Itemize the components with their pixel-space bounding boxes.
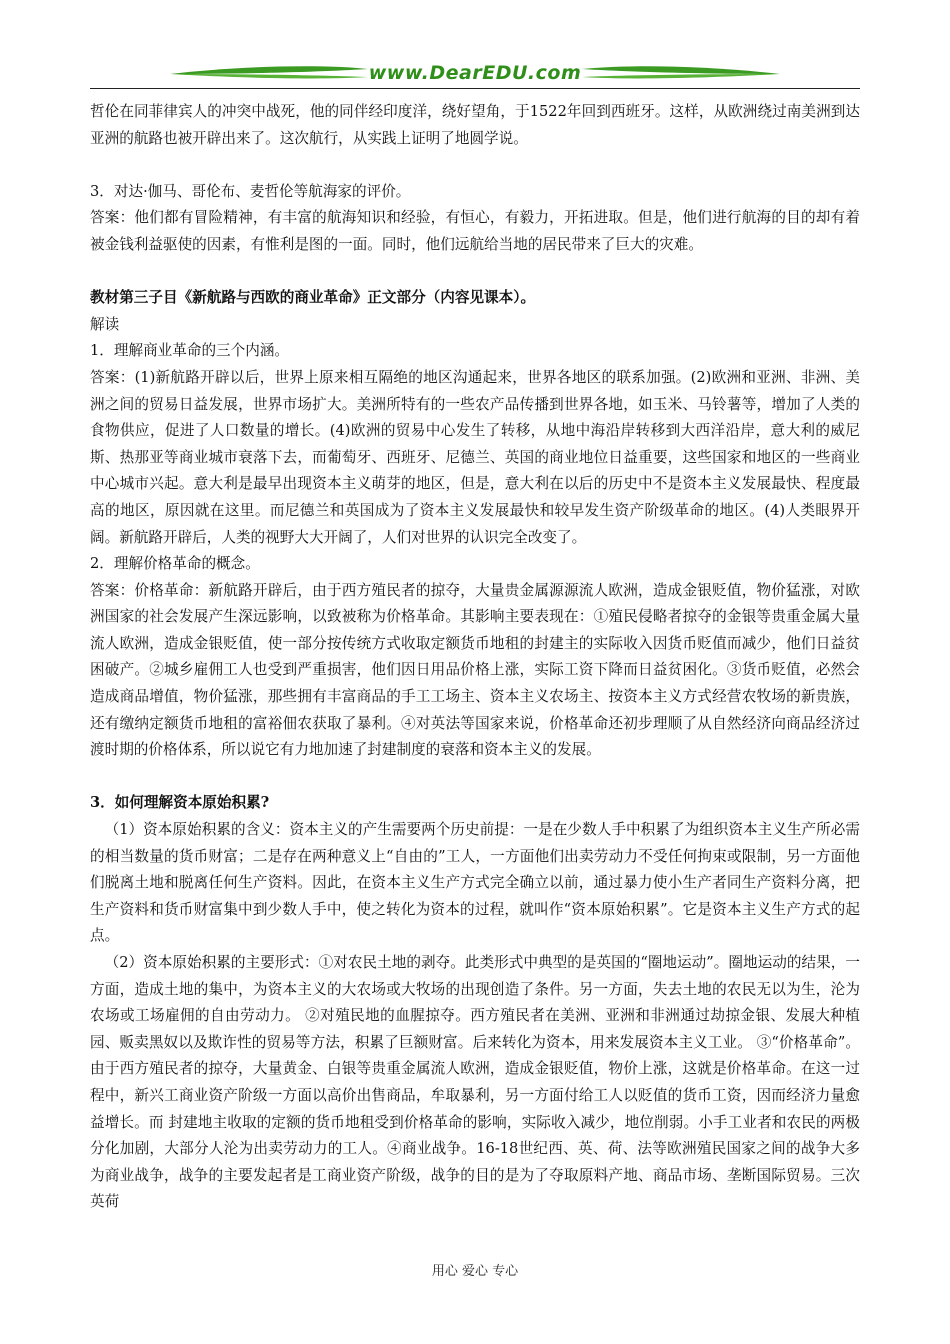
paragraph: （1）资本原始积累的含义：资本主义的产生需要两个历史前提：一是在少数人手中积累了为组织资本主义生产所必需的相当数量的货币财富；二是存在两种意义上“自由的”工人，一方面他们出卖劳动力不受任何拘束或限制，另一方面他们脱离土地和脱离任何生产资料。因此，在资本主义生产方式完全确立以前，通过暴力使小生产者同生产资料分离，把生产资料和货币财富集中到少数人手中，使之转化为资本的过程，就叫作“资本原始积累”。它是资本主义生产方式的起点。: [90, 821, 860, 945]
question-heading-bold: 3．如何理解资本原始积累?: [90, 794, 270, 812]
subheading-interpretation: 解读: [90, 315, 120, 333]
blank-line: [90, 152, 860, 179]
section-heading: 教材第三子目《新航路与西欧的商业革命》正文部分（内容见课本）。: [90, 289, 536, 307]
paragraph: （2）资本原始积累的主要形式：①对农民土地的剥夺。此类形式中典型的是英国的“圈地运动”。圈地运动的结果，一方面，造成土地的集中，为资本主义的大农场或大牧场的出现创造了条件。另一方面，失去土地的农民无以为生，沦为农场或工场雇佣的自由劳动力。 ②对殖民地的血腥掠夺。西方殖民者在美洲、亚洲和非洲通过劫掠金银、发展大种植园、贩卖黑奴以及欺诈性的贸易等方法，积累了巨额财富。后来转化为资本，用来发展资本主义工业。 ③“价格革命”。由于西方殖民者的掠夺，大量黄金、白银等贵重金属流人欧洲，造成金银贬值，物价上涨，这就是价格革命。在这一过程中，新兴工商业资产阶级一方面以高价出售商品，牟取暴利，另一方面付给工人以贬值的货币工资，因而经济力量愈益增长。而 封建地主收取的定额的货币地租受到价格革命的影响，实际收入减少，地位削弱。小手工业者和农民的两极分化加剧，大部分人沦为出卖劳动力的工人。④商业战争。16-18世纪西、英、荷、法等欧洲殖民国家之间的战争大多为商业战争，战争的主要发起者是工商业资产阶级，战争的目的是为了夺取原料产地、商品市场、垄断国际贸易。三次英荷: [90, 954, 860, 1211]
site-logo-text: www.DearEDU.com: [368, 62, 582, 84]
paragraph: 哲伦在同菲律宾人的冲突中战死，他的同伴经印度洋，绕好望角，于1522年回到西班牙。这样，从欧洲绕过南美洲到达亚洲的航路也被开辟出来了。这次航行，从实践上证明了地圆学说。: [90, 103, 860, 147]
document-body: [90, 99, 860, 1216]
blank-line: [90, 764, 860, 791]
answer-paragraph: 答案：(1)新航路开辟以后，世界上原来相互隔绝的地区沟通起来，世界各地区的联系加强。(2)欧洲和亚洲、非洲、美洲之间的贸易日益发展，世界市场扩大。美洲所特有的一些农产品传播到世界各地，如玉米、马铃薯等，增加了人类的食物供应，促进了人口数量的增长。(4)欧洲的贸易中心发生了转移，从地中海沿岸转移到大西洋沿岸，意大利的威尼斯、热那亚等商业城市衰落下去，而葡萄牙、西班牙、尼德兰、英国的商业地位日益重要，这些国家和地区的一些商业中心城市兴起。意大利是最早出现资本主义萌芽的地区，但是，意大利在以后的历史中不是资本主义发展最快、程度最高的地区，原因就在这里。而尼德兰和英国成为了资本主义发展最快和较早发生资产阶级革命的地区。(4)人类眼界开阔。新航路开辟后，人类的视野大大开阔了，人们对世界的认识完全改变了。: [90, 368, 860, 546]
answer-paragraph: 答案：他们都有冒险精神，有丰富的航海知识和经验，有恒心，有毅力，开拓进取。但是，他们进行航海的目的却有着被金钱利益驱使的因素，有惟利是图的一面。同时，他们远航给当地的居民带来了巨大的灾难。: [90, 209, 860, 253]
question-heading: 2．理解价格革命的概念。: [90, 555, 260, 573]
site-logo-banner: [90, 58, 860, 90]
question-heading: 3．对达·伽马、哥伦布、麦哲伦等航海家的评价。: [90, 182, 411, 200]
header-divider: [90, 88, 860, 89]
blank-line: [90, 259, 860, 286]
answer-paragraph: 答案：价格革命：新航路开辟后，由于西方殖民者的掠夺，大量贵金属源源流人欧洲，造成金银贬值，物价猛涨，对欧洲国家的社会发展产生深远影响，以致被称为价格革命。其影响主要表现在：①殖民侵略者掠夺的金银等贵重金属大量流人欧洲，造成金银贬值，使一部分按传统方式收取定额货币地租的封建主的实际收入因货币贬值而减少，他们日益贫困破产。②城乡雇佣工人也受到严重损害，他们因日用品价格上涨，实际工资下降而日益贫困化。③货币贬值，必然会造成商品增值，物价猛涨，那些拥有丰富商品的手工工场主、资本主义农场主、按资本主义方式经营农牧场的新贵族，还有缴纳定额货币地租的富裕佃农获取了暴利。④对英法等国家来说，价格革命还初步理顺了从自然经济向商品经济过渡时期的价格体系，所以说它有力地加速了封建制度的衰落和资本主义的发展。: [90, 581, 860, 759]
page-footer: 用心 爱心 专心: [431, 1264, 519, 1279]
question-heading: 1．理解商业革命的三个内涵。: [90, 342, 290, 360]
